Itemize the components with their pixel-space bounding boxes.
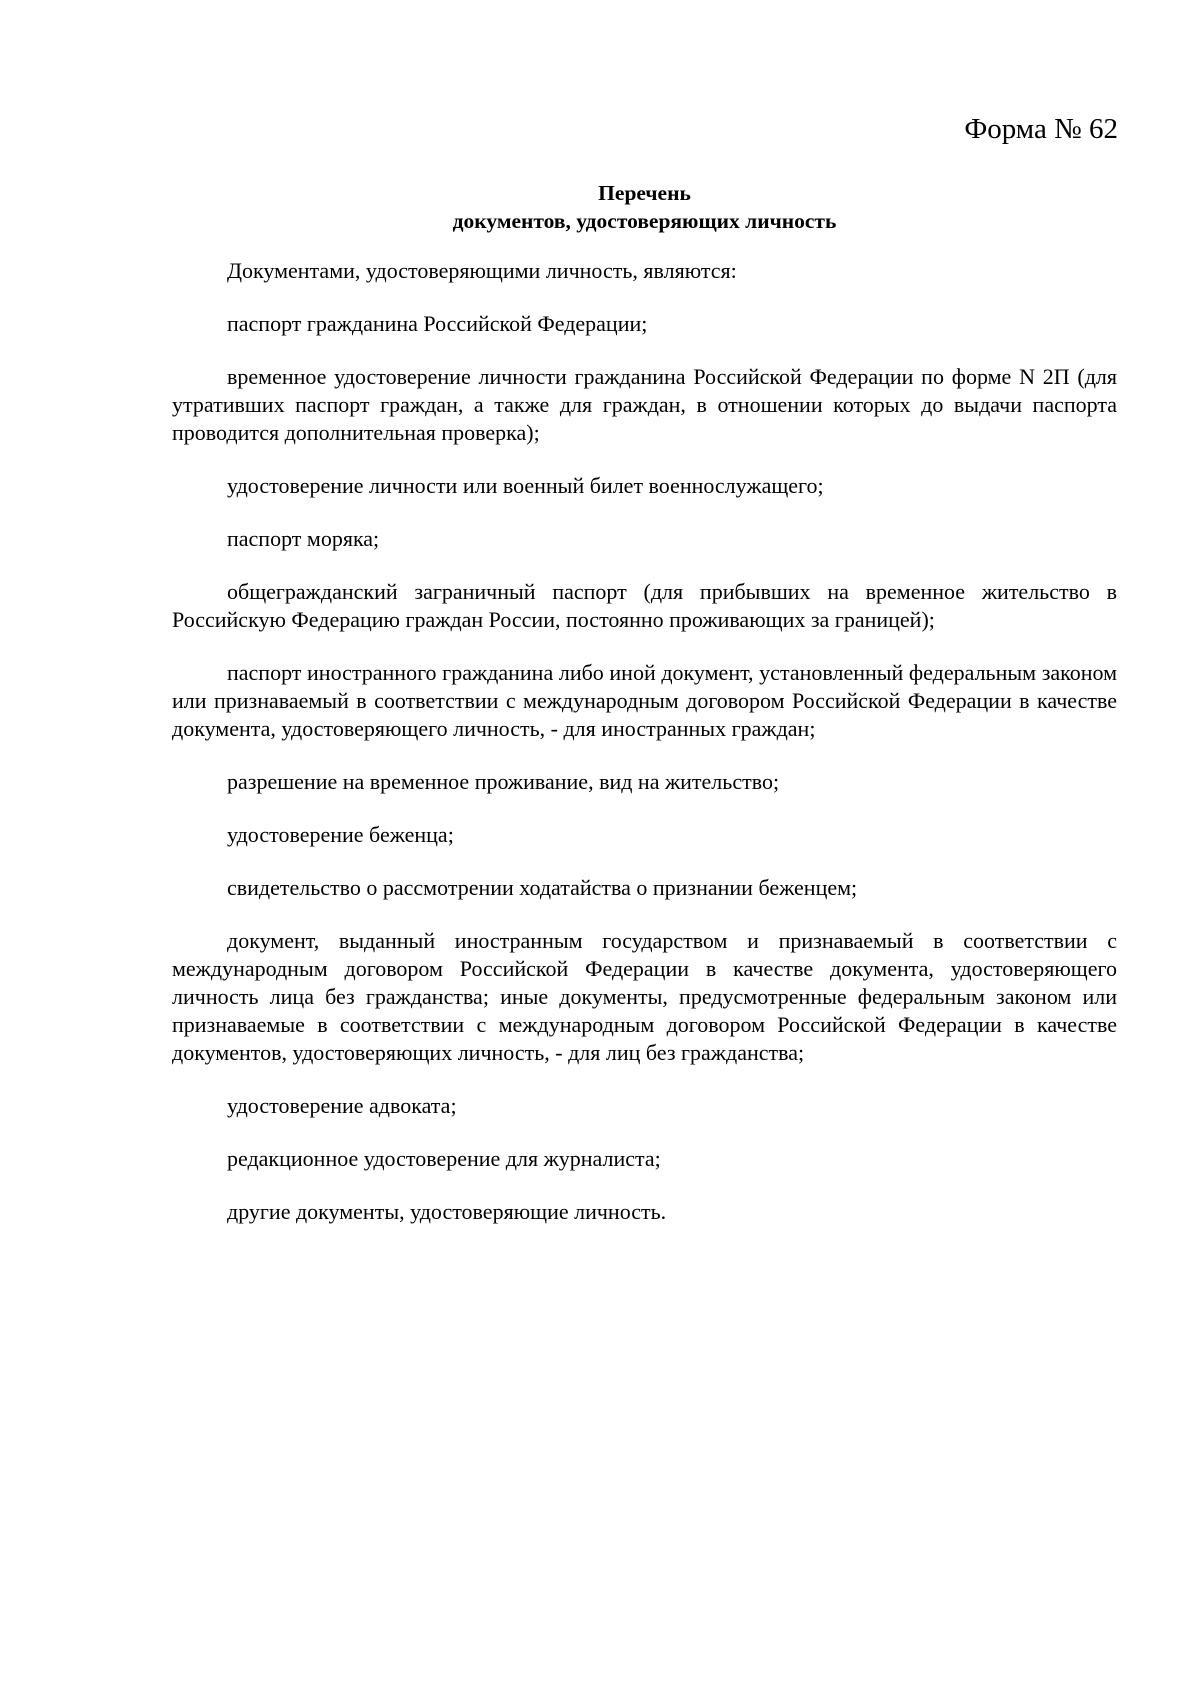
intro-paragraph: Документами, удостоверяющими личность, являются: xyxy=(227,258,737,283)
list-item: другие документы, удостоверяющие личность. xyxy=(227,1199,667,1224)
title-line-1: Перечень xyxy=(598,181,691,205)
list-item: паспорт иностранного гражданина либо иной документ, установленный федеральным законом или признаваемый в соответствии с международным договором Российской Федерации в качестве документа, удостоверяющего личность, - для иностранных граждан; xyxy=(172,660,1117,741)
document-title xyxy=(172,179,1117,235)
document-body xyxy=(172,257,1117,1251)
list-item: свидетельство о рассмотрении ходатайства о признании беженцем; xyxy=(227,875,858,900)
list-item: удостоверение адвоката; xyxy=(227,1093,457,1118)
list-item: документ, выданный иностранным государством и признаваемый в соответствии с международным договором Российской Федерации в качестве документа, удостоверяющего личность лица без гражданства; иные документы, предусмотренные федеральным законом или признаваемые в соответствии с международным договором Российской Федерации в качестве документов, удостоверяющих личность, - для лиц без гражданства; xyxy=(172,928,1117,1065)
list-item: временное удостоверение личности гражданина Российской Федерации по форме N 2П (для утративших паспорт граждан, а также для граждан, в отношении которых до выдачи паспорта проводится дополнительная проверка); xyxy=(172,364,1117,445)
title-line-2: документов, удостоверяющих личность xyxy=(452,209,837,233)
form-number: Форма № 62 xyxy=(964,113,1118,145)
list-item: общегражданский заграничный паспорт (для прибывших на временное жительство в Российскую Федерацию граждан России, постоянно проживающих за границей); xyxy=(172,579,1117,632)
list-item: удостоверение беженца; xyxy=(227,822,454,847)
list-item: паспорт гражданина Российской Федерации; xyxy=(227,311,648,336)
list-item: редакционное удостоверение для журналиста; xyxy=(227,1146,661,1171)
list-item: паспорт моряка; xyxy=(227,526,380,551)
list-item: удостоверение личности или военный билет военнослужащего; xyxy=(227,473,824,498)
list-item: разрешение на временное проживание, вид на жительство; xyxy=(227,769,780,794)
